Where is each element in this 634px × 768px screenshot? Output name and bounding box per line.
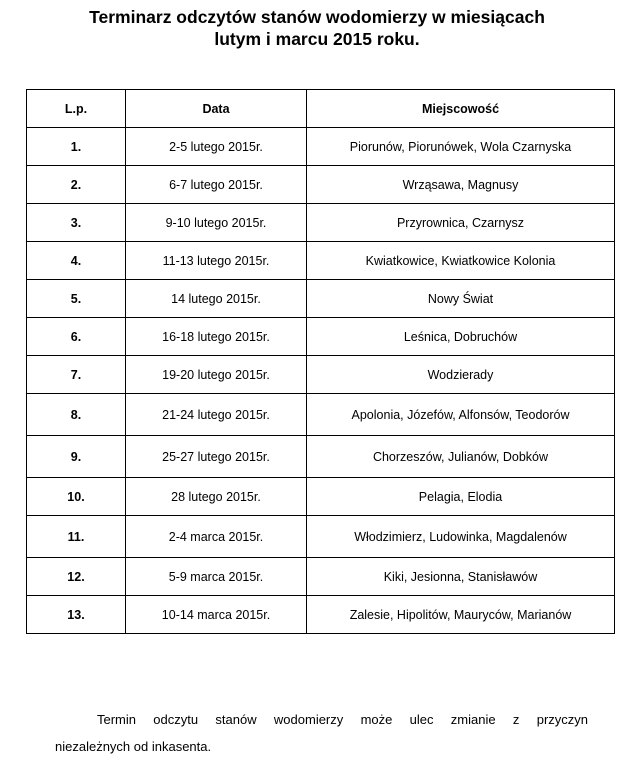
cell-miejscowosc: Kwiatkowice, Kwiatkowice Kolonia <box>307 242 615 280</box>
cell-miejscowosc: Pelagia, Elodia <box>307 478 615 516</box>
cell-data: 25-27 lutego 2015r. <box>126 436 307 478</box>
schedule-table <box>26 89 615 634</box>
table-row <box>27 478 615 516</box>
title-line-1: Terminarz odczytów stanów wodomierzy w miesiącach <box>89 7 545 27</box>
cell-miejscowosc: Chorzeszów, Julianów, Dobków <box>307 436 615 478</box>
cell-data: 11-13 lutego 2015r. <box>126 242 307 280</box>
table-row <box>27 318 615 356</box>
cell-lp: 12. <box>27 558 126 596</box>
table-row <box>27 516 615 558</box>
footnote <box>55 706 588 760</box>
cell-lp: 2. <box>27 166 126 204</box>
cell-lp: 6. <box>27 318 126 356</box>
cell-data: 5-9 marca 2015r. <box>126 558 307 596</box>
cell-lp: 4. <box>27 242 126 280</box>
cell-lp: 3. <box>27 204 126 242</box>
cell-lp: 5. <box>27 280 126 318</box>
document-title <box>0 6 634 50</box>
table-row <box>27 204 615 242</box>
cell-lp: 7. <box>27 356 126 394</box>
cell-data: 21-24 lutego 2015r. <box>126 394 307 436</box>
table-row <box>27 394 615 436</box>
table-row <box>27 280 615 318</box>
cell-miejscowosc: Zalesie, Hipolitów, Mauryców, Marianów <box>307 596 615 634</box>
cell-lp: 8. <box>27 394 126 436</box>
table-row <box>27 436 615 478</box>
table-row <box>27 596 615 634</box>
cell-miejscowosc: Leśnica, Dobruchów <box>307 318 615 356</box>
cell-data: 19-20 lutego 2015r. <box>126 356 307 394</box>
cell-lp: 1. <box>27 128 126 166</box>
cell-data: 10-14 marca 2015r. <box>126 596 307 634</box>
title-line-2: lutym i marcu 2015 roku. <box>214 29 420 49</box>
header-data: Data <box>126 90 307 128</box>
cell-data: 14 lutego 2015r. <box>126 280 307 318</box>
cell-lp: 10. <box>27 478 126 516</box>
table-row <box>27 558 615 596</box>
cell-data: 6-7 lutego 2015r. <box>126 166 307 204</box>
table-row <box>27 242 615 280</box>
cell-miejscowosc: Piorunów, Piorunówek, Wola Czarnyska <box>307 128 615 166</box>
table-row <box>27 128 615 166</box>
footnote-line-2: niezależnych od inkasenta. <box>55 739 212 754</box>
header-lp: L.p. <box>27 90 126 128</box>
cell-data: 2-4 marca 2015r. <box>126 516 307 558</box>
cell-lp: 11. <box>27 516 126 558</box>
cell-miejscowosc: Nowy Świat <box>307 280 615 318</box>
cell-miejscowosc: Przyrownica, Czarnysz <box>307 204 615 242</box>
table-row <box>27 356 615 394</box>
cell-miejscowosc: Wodzierady <box>307 356 615 394</box>
cell-lp: 9. <box>27 436 126 478</box>
footnote-line-1: Termin odczytu stanów wodomierzy może ulec zmianie z przyczyn <box>97 712 588 727</box>
cell-miejscowosc: Włodzimierz, Ludowinka, Magdalenów <box>307 516 615 558</box>
cell-miejscowosc: Wrząsawa, Magnusy <box>307 166 615 204</box>
table-header-row <box>27 90 615 128</box>
header-miejscowosc: Miejscowość <box>307 90 615 128</box>
cell-data: 9-10 lutego 2015r. <box>126 204 307 242</box>
cell-miejscowosc: Kiki, Jesionna, Stanisławów <box>307 558 615 596</box>
cell-data: 16-18 lutego 2015r. <box>126 318 307 356</box>
cell-data: 2-5 lutego 2015r. <box>126 128 307 166</box>
cell-lp: 13. <box>27 596 126 634</box>
cell-miejscowosc: Apolonia, Józefów, Alfonsów, Teodorów <box>307 394 615 436</box>
table-row <box>27 166 615 204</box>
cell-data: 28 lutego 2015r. <box>126 478 307 516</box>
